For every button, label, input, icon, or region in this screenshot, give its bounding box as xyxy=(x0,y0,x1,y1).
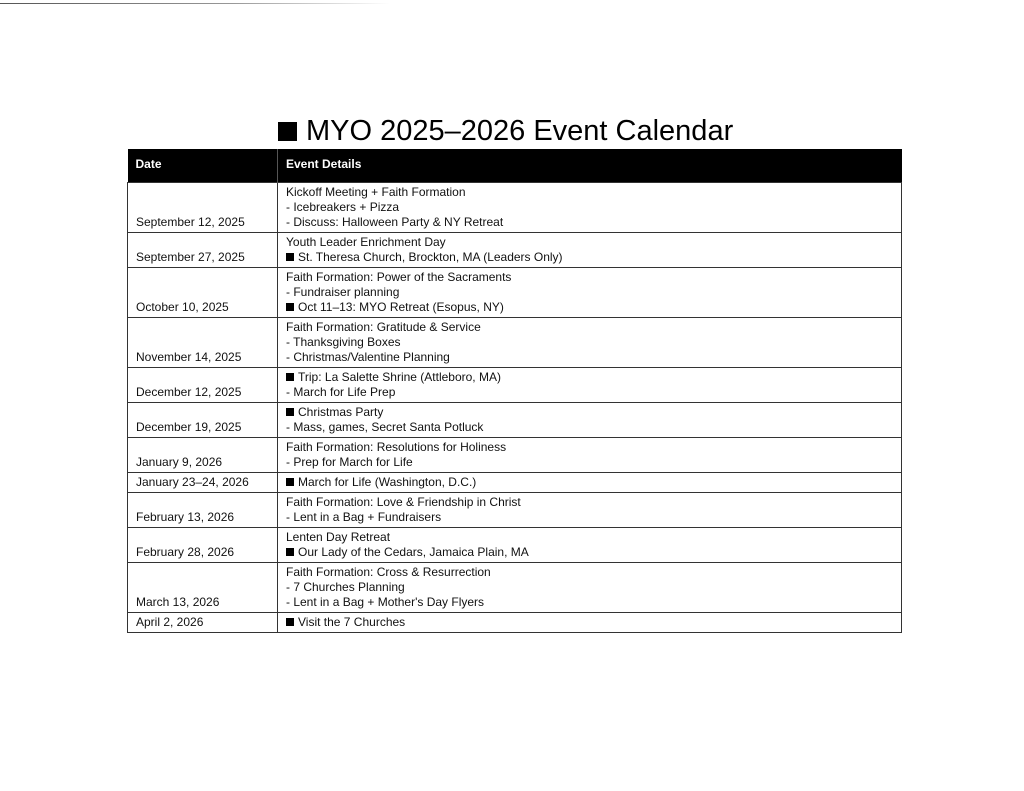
table-row xyxy=(128,527,902,562)
event-detail-line xyxy=(286,335,893,350)
event-detail-text: Faith Formation: Power of the Sacraments xyxy=(286,269,512,284)
event-detail-text: - Prep for March for Life xyxy=(286,454,413,469)
event-detail-line xyxy=(286,300,893,315)
square-bullet-icon xyxy=(286,373,294,381)
event-detail-text: Christmas Party xyxy=(298,404,384,419)
event-detail-line xyxy=(286,510,893,525)
event-details-cell xyxy=(278,472,902,492)
event-detail-text: - 7 Churches Planning xyxy=(286,579,405,594)
event-detail-text: Faith Formation: Cross & Resurrection xyxy=(286,564,491,579)
event-detail-text: Our Lady of the Cedars, Jamaica Plain, MA xyxy=(298,544,529,559)
table-row xyxy=(128,472,902,492)
square-bullet-icon xyxy=(278,122,297,141)
table-row xyxy=(128,232,902,267)
event-details-cell xyxy=(278,232,902,267)
event-detail-text: Oct 11–13: MYO Retreat (Esopus, NY) xyxy=(298,299,504,314)
event-detail-line xyxy=(286,285,893,300)
table-row xyxy=(128,367,902,402)
page-title xyxy=(278,113,733,149)
table-row xyxy=(128,267,902,317)
event-detail-text: - Fundraiser planning xyxy=(286,284,400,299)
event-detail-line xyxy=(286,475,893,490)
event-detail-line xyxy=(286,250,893,265)
event-detail-text: Youth Leader Enrichment Day xyxy=(286,234,446,249)
event-detail-line xyxy=(286,420,893,435)
event-detail-line xyxy=(286,565,893,580)
event-detail-line xyxy=(286,405,893,420)
event-detail-line xyxy=(286,270,893,285)
event-detail-line xyxy=(286,495,893,510)
table-row xyxy=(128,437,902,472)
square-bullet-icon xyxy=(286,303,294,311)
event-detail-text: Faith Formation: Love & Friendship in Christ xyxy=(286,494,521,509)
event-detail-text: - Christmas/Valentine Planning xyxy=(286,349,450,364)
table-row xyxy=(128,317,902,367)
event-detail-text: - Icebreakers + Pizza xyxy=(286,199,400,214)
event-detail-text: Lenten Day Retreat xyxy=(286,529,391,544)
event-detail-text: Kickoff Meeting + Faith Formation xyxy=(286,184,466,199)
event-detail-line xyxy=(286,440,893,455)
event-detail-line xyxy=(286,235,893,250)
event-detail-line xyxy=(286,580,893,595)
table-row xyxy=(128,182,902,232)
event-date-cell: September 12, 2025 xyxy=(128,182,278,232)
column-header-event-details: Event Details xyxy=(278,149,902,182)
event-detail-text: St. Theresa Church, Brockton, MA (Leaders Only) xyxy=(298,249,563,264)
event-detail-text: Visit the 7 Churches xyxy=(298,614,406,629)
event-details-cell xyxy=(278,527,902,562)
event-date-cell: February 28, 2026 xyxy=(128,527,278,562)
event-calendar-table xyxy=(127,149,902,633)
table-row xyxy=(128,612,902,632)
event-date-cell: December 12, 2025 xyxy=(128,367,278,402)
event-detail-line xyxy=(286,615,893,630)
event-detail-text: Faith Formation: Resolutions for Holiness xyxy=(286,439,507,454)
event-date-cell: February 13, 2026 xyxy=(128,492,278,527)
square-bullet-icon xyxy=(286,408,294,416)
event-detail-text: Faith Formation: Gratitude & Service xyxy=(286,319,481,334)
table-row xyxy=(128,562,902,612)
event-details-cell xyxy=(278,182,902,232)
event-detail-line xyxy=(286,370,893,385)
page-title-text: MYO 2025–2026 Event Calendar xyxy=(306,115,734,147)
event-details-cell xyxy=(278,492,902,527)
event-detail-text: - Lent in a Bag + Fundraisers xyxy=(286,509,442,524)
event-details-cell xyxy=(278,267,902,317)
event-details-cell xyxy=(278,562,902,612)
event-details-cell xyxy=(278,437,902,472)
square-bullet-icon xyxy=(286,253,294,261)
table-body xyxy=(128,182,902,632)
event-details-cell xyxy=(278,612,902,632)
table-row xyxy=(128,492,902,527)
event-details-cell xyxy=(278,317,902,367)
table-header-row xyxy=(128,149,902,182)
event-details-cell xyxy=(278,402,902,437)
event-date-cell: November 14, 2025 xyxy=(128,317,278,367)
square-bullet-icon xyxy=(286,548,294,556)
event-detail-line xyxy=(286,200,893,215)
event-detail-line xyxy=(286,545,893,560)
event-date-cell: September 27, 2025 xyxy=(128,232,278,267)
event-detail-line xyxy=(286,385,893,400)
event-detail-line xyxy=(286,185,893,200)
event-date-cell: January 9, 2026 xyxy=(128,437,278,472)
event-date-cell: March 13, 2026 xyxy=(128,562,278,612)
table-row xyxy=(128,402,902,437)
event-date-cell: April 2, 2026 xyxy=(128,612,278,632)
event-detail-line xyxy=(286,530,893,545)
event-date-cell: October 10, 2025 xyxy=(128,267,278,317)
event-detail-text: March for Life (Washington, D.C.) xyxy=(298,474,477,489)
event-detail-text: - Discuss: Halloween Party & NY Retreat xyxy=(286,214,504,229)
event-date-cell: January 23–24, 2026 xyxy=(128,472,278,492)
event-detail-text: Trip: La Salette Shrine (Attleboro, MA) xyxy=(298,369,501,384)
event-detail-text: - Mass, games, Secret Santa Potluck xyxy=(286,419,484,434)
event-detail-line xyxy=(286,320,893,335)
event-detail-text: - Thanksgiving Boxes xyxy=(286,334,401,349)
square-bullet-icon xyxy=(286,478,294,486)
square-bullet-icon xyxy=(286,618,294,626)
event-detail-text: - Lent in a Bag + Mother's Day Flyers xyxy=(286,594,485,609)
column-header-date: Date xyxy=(128,149,278,182)
event-date-cell: December 19, 2025 xyxy=(128,402,278,437)
event-detail-text: - March for Life Prep xyxy=(286,384,396,399)
event-details-cell xyxy=(278,367,902,402)
event-detail-line xyxy=(286,215,893,230)
event-detail-line xyxy=(286,350,893,365)
event-detail-line xyxy=(286,455,893,470)
scan-artifact-line xyxy=(0,3,390,4)
event-detail-line xyxy=(286,595,893,610)
